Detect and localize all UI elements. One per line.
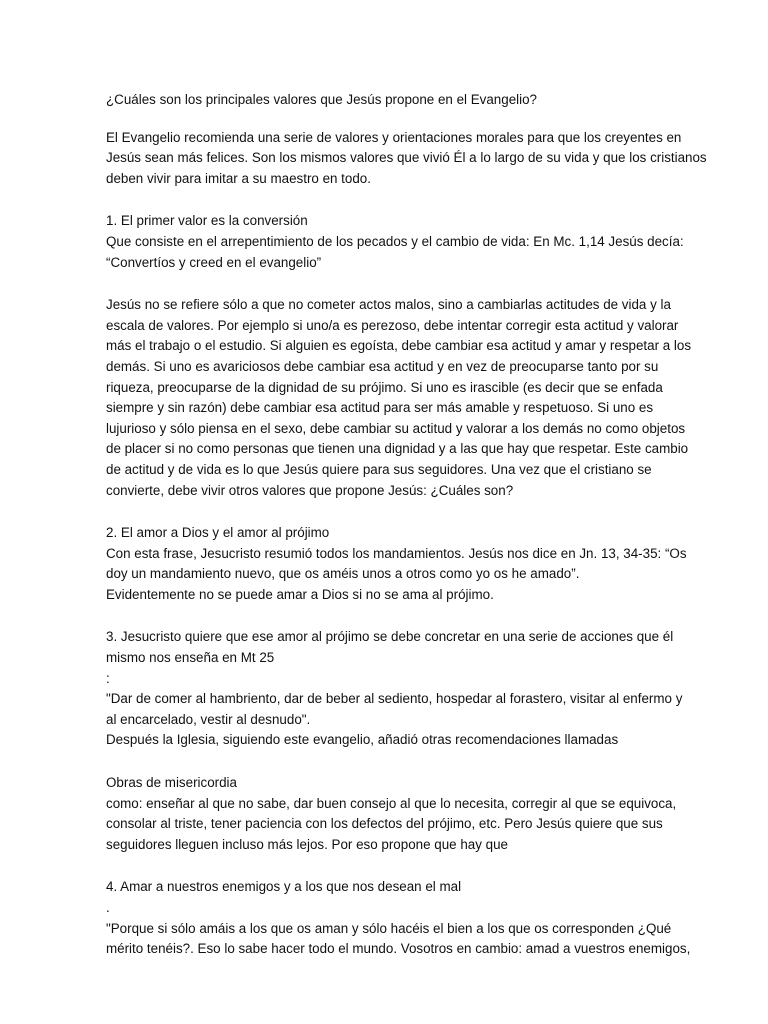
text-line: de actitud y de vida es lo que Jesús quiere para sus seguidores. Una vez que el cristiano se — [106, 461, 652, 477]
text-line: Evidentemente no se puede amar a Dios si no se ama al prójimo. — [106, 586, 494, 602]
section-heading: 2. El amor a Dios y el amor al prójimo — [106, 525, 330, 541]
text-line: “Convertíos y creed en el evangelio” — [106, 254, 322, 270]
text-line: convierte, debe vivir otros valores que propone Jesús: ¿Cuáles son? — [106, 482, 514, 498]
text-line: más el trabajo o el estudio. Si alguien es egoísta, debe cambiar esa actitud y amar y respetar a los — [106, 338, 692, 354]
text-line: de placer si no como personas que tienen una dignidad y a las que hay que respetar. Este cambio — [106, 441, 689, 457]
section-2 — [106, 523, 687, 605]
text-line: Que consiste en el arrepentimiento de los pecados y el cambio de vida: En Mc. 1,14 Jesús decía: — [106, 233, 684, 249]
text-line: demás. Si uno es avariciosos debe cambiar esa actitud y en vez de preocuparse tanto por su — [106, 358, 659, 374]
obras-de-misericordia — [106, 773, 677, 855]
section-heading: Obras de misericordia — [106, 775, 237, 791]
text-line: "Porque si sólo amáis a los que os aman y sólo hacéis el bien a los que os corresponden ¿Qué — [106, 920, 672, 936]
text-line: riqueza, preocuparse de la dignidad de su prójimo. Si uno es irascible (es decir que se enfada — [106, 379, 663, 395]
text-line: . — [106, 900, 110, 915]
text-line: siempre y sin razón) debe cambiar esa actitud para ser más amable y respetuoso. Si uno es — [106, 400, 654, 416]
text-line: "Dar de comer al hambriento, dar de beber al sediento, hospedar al forastero, visitar al enfermo y — [106, 691, 683, 707]
text-line: mérito tenéis?. Eso lo sabe hacer todo el mundo. Vosotros en cambio: amad a vuestros enemigos, — [106, 941, 691, 957]
section-heading: 1. El primer valor es la conversión — [106, 213, 308, 229]
text-line: consolar al triste, tener paciencia con los defectos del prójimo, etc. Pero Jesús quiere que sus — [106, 816, 663, 832]
paragraph-conversion — [106, 295, 692, 501]
text-line: Jesús sean más felices. Son los mismos valores que vivió Él a lo largo de su vida y que los cristianos — [106, 150, 707, 166]
text-line: doy un mandamiento nuevo, que os améis unos a otros como yo os he amado”. — [106, 566, 580, 582]
text-line: Jesús no se refiere sólo a que no cometer actos malos, sino a cambiarlas actitudes de vida y la — [106, 297, 671, 313]
section-heading: 3. Jesucristo quiere que ese amor al prójimo se debe concretar en una serie de acciones que él — [106, 629, 674, 645]
text-line: deben vivir para imitar a su maestro en todo. — [106, 170, 371, 186]
title-text: ¿Cuáles son los principales valores que Jesús propone en el Evangelio? — [106, 92, 537, 107]
section-heading: 4. Amar a nuestros enemigos y a los que nos desean el mal — [106, 879, 462, 895]
text-line: lujurioso y sólo piensa en el sexo, debe cambiar su actitud y valorar a los demás no como objetos — [106, 420, 686, 436]
document-title — [106, 90, 662, 111]
text-line: al encarcelado, vestir al desnudo". — [106, 711, 311, 727]
text-line: : — [106, 670, 110, 686]
intro-paragraph — [106, 128, 707, 190]
section-1 — [106, 211, 684, 273]
text-line: mismo nos enseña en Mt 25 — [106, 650, 275, 666]
text-line: Con esta frase, Jesucristo resumió todos los mandamientos. Jesús nos dice en Jn. 13, 34-35: “Os — [106, 545, 687, 561]
text-line: seguidores lleguen incluso más lejos. Por eso propone que hay que — [106, 836, 508, 852]
section-3 — [106, 627, 683, 751]
text-line: escala de valores. Por ejemplo si uno/a es perezoso, debe intentar corregir esta actitud y valorar — [106, 317, 679, 333]
text-line: El Evangelio recomienda una serie de valores y orientaciones morales para que los creyentes en — [106, 129, 682, 145]
text-line: Después la Iglesia, siguiendo este evangelio, añadió otras recomendaciones llamadas — [106, 732, 619, 748]
text-line: como: enseñar al que no sabe, dar buen consejo al que lo necesita, corregir al que se equivoca, — [106, 795, 677, 811]
section-4 — [106, 877, 691, 959]
